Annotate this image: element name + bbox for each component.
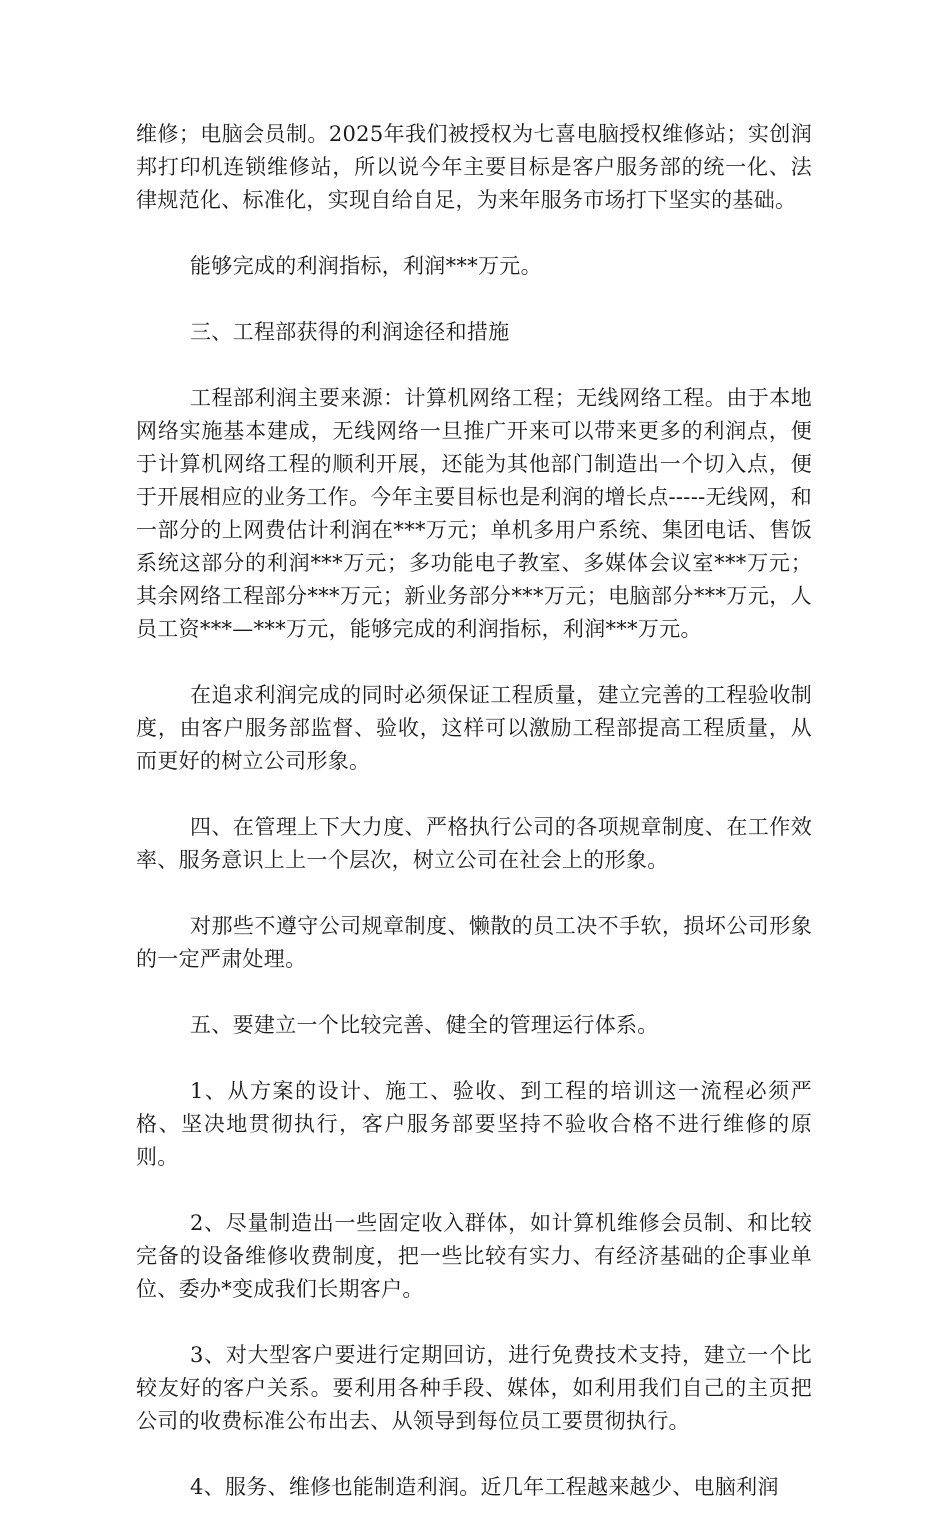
section-heading-3: 三、工程部获得的利润途径和措施 xyxy=(190,320,510,344)
paragraph-engineering-profit: 工程部利润主要来源：计算机网络工程；无线网络工程。由于本地网络实施基本建成，无线网络一旦推广开来可以带来更多的利润点，便于计算机网络工程的顺利开展，还能为其他部门制造出一个切入点，便于开展相应的业务工作。今年主要目标也是利润的增长点-----无线网，和一部分的上网费估计利润在***万元；单机多用户系统、集团电话、售饭系统这部分的利润***万元；多功能电子教室、多媒体会议室***万元；其余网络工程部分***万元；新业务部分***万元；电脑部分***万元，人员工资***—***万元，能够完成的利润指标，利润***万元。 xyxy=(136,386,812,641)
list-item-4: 4、服务、维修也能制造利润。近几年工程越来越少、电脑利润 xyxy=(190,1475,779,1499)
paragraph-continuation: 维修；电脑会员制。2025年我们被授权为七喜电脑授权维修站；实创润邦打印机连锁维修站，所以说今年主要目标是客户服务部的统一化、法律规范化、标准化，实现自给自足，为来年服务市场打下坚实的基础。 xyxy=(136,122,812,212)
paragraph-discipline: 对那些不遵守公司规章制度、懒散的员工决不手软，损坏公司形象的一定严肃处理。 xyxy=(136,914,812,971)
list-item-2: 2、尽量制造出一些固定收入群体，如计算机维修会员制、和比较完备的设备维修收费制度，把一些比较有实力、有经济基础的企事业单位、委办*变成我们长期客户。 xyxy=(136,1211,812,1301)
document-body xyxy=(136,118,812,1537)
section-heading-5: 五、要建立一个比较完善、健全的管理运行体系。 xyxy=(190,1013,659,1037)
section-heading-4: 四、在管理上下大力度、严格执行公司的各项规章制度、在工作效率、服务意识上上一个层次，树立公司在社会上的形象。 xyxy=(136,815,812,872)
paragraph-profit-target: 能够完成的利润指标，利润***万元。 xyxy=(190,254,542,278)
list-item-1: 1、从方案的设计、施工、验收、到工程的培训这一流程必须严格、坚决地贯彻执行，客户服务部要坚持不验收合格不进行维修的原则。 xyxy=(136,1079,812,1169)
paragraph-quality: 在追求利润完成的同时必须保证工程质量，建立完善的工程验收制度，由客户服务部监督、验收，这样可以激励工程部提高工程质量，从而更好的树立公司形象。 xyxy=(136,683,812,773)
list-item-3: 3、对大型客户要进行定期回访，进行免费技术支持，建立一个比较友好的客户关系。要利用各种手段、媒体，如利用我们自己的主页把公司的收费标准公布出去、从领导到每位员工要贯彻执行。 xyxy=(136,1343,812,1433)
